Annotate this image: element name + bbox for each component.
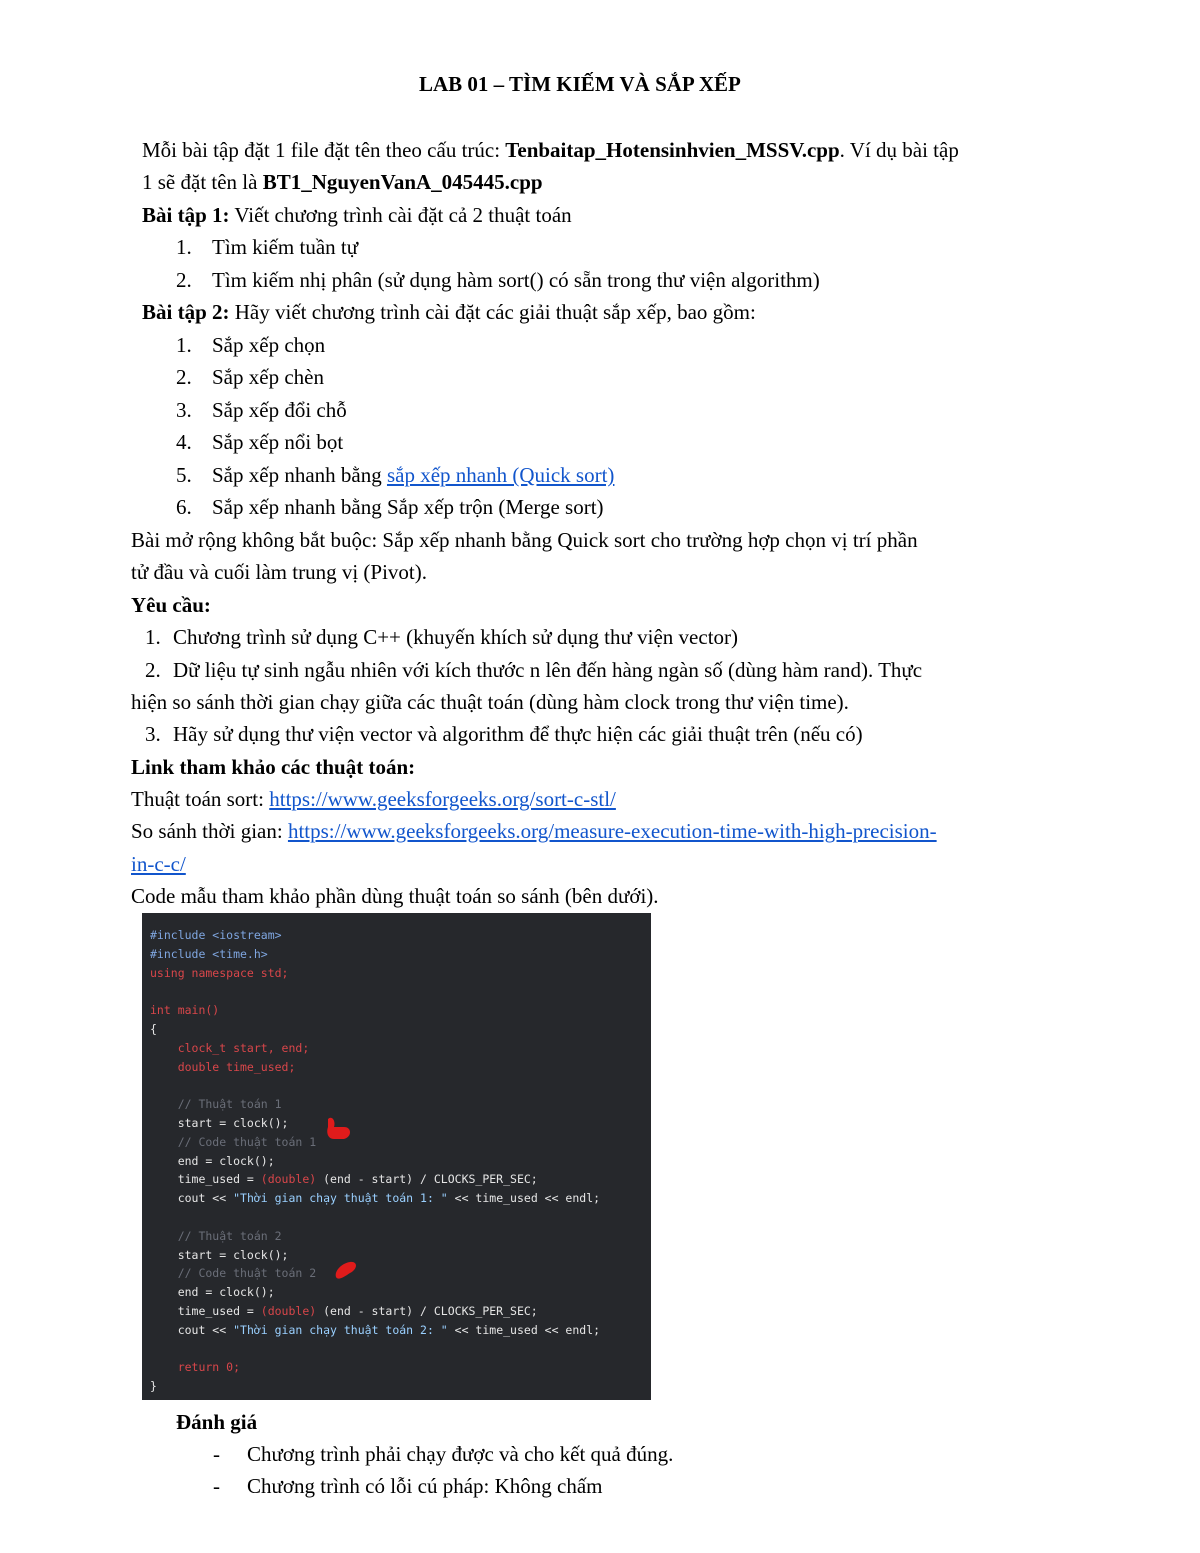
requirements-heading: Yêu cầu: (131, 593, 211, 617)
list-number: 1. (176, 333, 192, 357)
list-item (176, 461, 614, 489)
intro-text-end: . Ví dụ bài tập (839, 138, 959, 162)
exercise-1-text: Viết chương trình cài đặt cả 2 thuật toán (229, 203, 572, 227)
red-mark-icon (332, 1259, 360, 1283)
code-note: Code mẫu tham khảo phần dùng thuật toán so sánh (bên dưới). (131, 884, 659, 908)
code-line (150, 1208, 651, 1227)
code-line: start = clock(); (150, 1115, 289, 1130)
list-number: 1. (145, 625, 161, 649)
sort-link-line (131, 785, 616, 813)
evaluation-heading: Đánh giá (176, 1410, 258, 1434)
code-line (150, 1340, 651, 1359)
list-number: 4. (176, 430, 192, 454)
code-token: time_used = (150, 1172, 261, 1187)
code-token: "Thời gian chạy thuật toán 2: " (233, 1322, 448, 1337)
filename-example: BT1_NguyenVanA_045445.cpp (262, 170, 543, 194)
sort-reference-link[interactable]: https://www.geeksforgeeks.org/sort-c-stl/ (269, 787, 616, 811)
code-line: return 0; (150, 1360, 241, 1375)
code-line: using namespace std; (150, 965, 289, 980)
list-text: Sắp xếp nhanh bằng (212, 463, 387, 487)
list-number: 1. (176, 235, 192, 259)
exercise-1-heading (142, 201, 572, 229)
list-text: Chương trình sử dụng C++ (khuyến khích sử dụng thư viện vector) (173, 625, 739, 649)
code-line: // Code thuật toán 2 (150, 1266, 317, 1281)
list-number: 3. (176, 398, 192, 422)
list-text: Sắp xếp chèn (212, 365, 324, 389)
code-token: (double) (260, 1303, 317, 1318)
time-link-line-2 (131, 850, 186, 878)
code-line: end = clock(); (150, 1285, 275, 1300)
intro-line-2 (142, 168, 543, 196)
code-line: start = clock(); (150, 1247, 289, 1262)
code-line (150, 1321, 651, 1340)
list-bullet: - (213, 1442, 220, 1466)
list-item-continuation: hiện so sánh thời gian chạy giữa các thuật toán (dùng hàm clock trong thư viện time). (131, 690, 849, 714)
list-item (176, 363, 324, 391)
list-text: Sắp xếp nổi bọt (212, 430, 344, 454)
list-item (176, 493, 604, 521)
code-line: { (150, 1021, 157, 1036)
code-token: cout << (150, 1191, 234, 1206)
intro-text: Mỗi bài tập đặt 1 file đặt tên theo cấu trúc: (142, 138, 506, 162)
intro-line-1 (142, 136, 959, 164)
list-text: Hãy sử dụng thư viện vector và algorithm để thực hiện các giải thuật trên (nếu có) (173, 722, 863, 746)
list-text: Chương trình có lỗi cú pháp: Không chấm (247, 1474, 603, 1498)
list-item (176, 266, 820, 294)
time-reference-link[interactable]: https://www.geeksforgeeks.org/measure-execution-time-with-high-precision- (287, 819, 937, 843)
list-number: 3. (145, 722, 161, 746)
list-item (145, 720, 863, 748)
list-item (213, 1440, 673, 1468)
quick-sort-link[interactable]: sắp xếp nhanh (Quick sort) (386, 463, 615, 487)
list-number: 6. (176, 495, 192, 519)
list-item (213, 1472, 603, 1500)
exercise-2-text: Hãy viết chương trình cài đặt các giải thuật sắp xếp, bao gồm: (229, 300, 756, 324)
list-item (176, 331, 325, 359)
list-item (145, 623, 738, 651)
list-text: Sắp xếp chọn (212, 333, 326, 357)
code-token: cout << (150, 1322, 234, 1337)
list-text: Sắp xếp đổi chỗ (212, 398, 347, 422)
list-item (176, 233, 358, 261)
list-text: Tìm kiếm tuần tự (212, 235, 359, 259)
code-line (150, 982, 651, 1001)
intro-text-2: 1 sẽ đặt tên là (142, 170, 263, 194)
code-line: end = clock(); (150, 1153, 275, 1168)
code-token: "Thời gian chạy thuật toán 1: " (233, 1191, 448, 1206)
list-item (176, 428, 343, 456)
list-item (176, 396, 347, 424)
pointer-hand-icon (322, 1115, 356, 1143)
list-item (145, 656, 922, 684)
list-text: Sắp xếp nhanh bằng Sắp xếp trộn (Merge sort) (212, 495, 604, 519)
exercise-2-heading (142, 298, 756, 326)
code-line (150, 1076, 651, 1095)
list-text: Chương trình phải chạy được và cho kết quả đúng. (247, 1442, 674, 1466)
code-line (150, 1170, 651, 1189)
code-line: } (150, 1379, 157, 1394)
list-text: Tìm kiếm nhị phân (sử dụng hàm sort() có sẵn trong thư viện algorithm) (212, 268, 820, 292)
time-reference-link-cont[interactable]: in-c-c/ (131, 852, 186, 876)
code-line: double time_used; (150, 1059, 296, 1074)
code-line: int main() (150, 1003, 220, 1018)
list-number: 2. (145, 658, 161, 682)
extension-line-1: Bài mở rộng không bắt buộc: Sắp xếp nhanh bằng Quick sort cho trường hợp chọn vị trí phần (131, 528, 918, 552)
code-token: time_used = (150, 1303, 261, 1318)
code-line: #include <iostream> (150, 928, 282, 942)
list-number: 5. (176, 463, 192, 487)
code-token: (double) (260, 1172, 317, 1187)
exercise-1-label: Bài tập 1: (142, 203, 230, 227)
list-text: Dữ liệu tự sinh ngẫu nhiên với kích thước n lên đến hàng ngàn số (dùng hàm rand). Thực (173, 658, 923, 682)
page-title: LAB 01 – TÌM KIẾM VÀ SẮP XẾP (419, 72, 741, 96)
links-heading: Link tham khảo các thuật toán: (131, 755, 416, 779)
code-token: << time_used << endl; (447, 1191, 601, 1206)
code-line (150, 1189, 651, 1208)
extension-line-2: tử đầu và cuối làm trung vị (Pivot). (131, 560, 427, 584)
code-token: (end - start) / CLOCKS_PER_SEC; (316, 1303, 538, 1318)
code-sample-image (142, 913, 651, 1400)
list-number: 2. (176, 365, 192, 389)
filename-pattern: Tenbaitap_Hotensinhvien_MSSV.cpp (505, 138, 840, 162)
code-line (150, 1302, 651, 1321)
exercise-2-label: Bài tập 2: (142, 300, 230, 324)
code-line: clock_t start, end; (150, 1040, 310, 1055)
time-link-line (131, 817, 937, 845)
sort-link-label: Thuật toán sort: (131, 787, 270, 811)
code-line: // Thuật toán 1 (150, 1097, 282, 1112)
list-number: 2. (176, 268, 192, 292)
list-bullet: - (213, 1474, 220, 1498)
code-line: #include <time.h> (150, 946, 268, 961)
code-token: (end - start) / CLOCKS_PER_SEC; (316, 1172, 538, 1187)
code-line: // Thuật toán 2 (150, 1228, 282, 1243)
code-line: // Code thuật toán 1 (150, 1134, 317, 1149)
time-link-label: So sánh thời gian: (131, 819, 288, 843)
code-token: << time_used << endl; (447, 1322, 601, 1337)
